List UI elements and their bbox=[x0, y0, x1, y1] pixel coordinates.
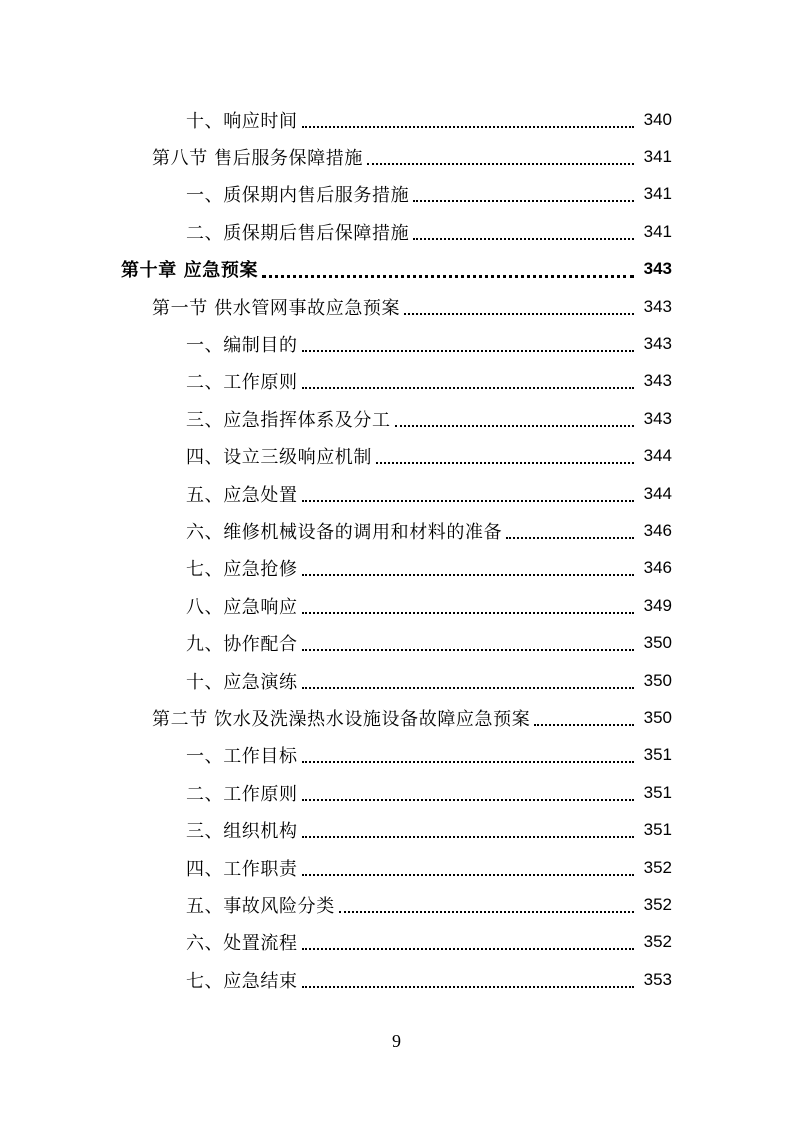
toc-entry[interactable] bbox=[0, 438, 793, 475]
toc-entry-page: 341 bbox=[643, 184, 672, 204]
toc-entry[interactable] bbox=[0, 886, 793, 923]
toc-entry-page: 343 bbox=[643, 334, 672, 354]
toc-entry-page: 351 bbox=[643, 782, 672, 802]
toc-entry-page: 352 bbox=[643, 932, 672, 952]
toc-entry[interactable] bbox=[0, 400, 793, 437]
dot-leader bbox=[302, 500, 634, 502]
dot-leader bbox=[395, 425, 634, 427]
toc-entry-page: 344 bbox=[643, 483, 672, 503]
toc-entry-title: 七、应急抢修 bbox=[186, 559, 298, 581]
toc-entry-title: 三、组织机构 bbox=[186, 821, 298, 843]
toc-entry-page: 343 bbox=[643, 259, 672, 279]
dot-leader bbox=[413, 200, 634, 202]
toc-entry-title: 四、工作职责 bbox=[186, 858, 298, 880]
toc-entry[interactable] bbox=[0, 288, 793, 325]
toc-entry-title: 九、协作配合 bbox=[186, 634, 298, 656]
dot-leader bbox=[534, 724, 634, 726]
toc-entry-page: 350 bbox=[643, 633, 672, 653]
toc-entry-title: 第十章 应急预案 bbox=[121, 260, 259, 282]
toc-entry[interactable] bbox=[0, 961, 793, 998]
dot-leader bbox=[367, 163, 634, 165]
toc-entry-title: 第二节 饮水及洗澡热水设施设备故障应急预案 bbox=[152, 708, 531, 730]
dot-leader bbox=[302, 350, 634, 352]
toc-entry[interactable] bbox=[0, 138, 793, 175]
toc-entry-page: 351 bbox=[643, 820, 672, 840]
toc-entry-title: 四、设立三级响应机制 bbox=[186, 447, 372, 469]
toc-entry[interactable] bbox=[0, 737, 793, 774]
toc-entry[interactable] bbox=[0, 811, 793, 848]
toc-entry-page: 344 bbox=[643, 446, 672, 466]
toc-entry-title: 八、应急响应 bbox=[186, 596, 298, 618]
toc-entry[interactable] bbox=[0, 624, 793, 661]
dot-leader bbox=[302, 986, 634, 988]
toc-entry-page: 352 bbox=[643, 894, 672, 914]
dot-leader bbox=[404, 313, 634, 315]
toc-entry-title: 六、维修机械设备的调用和材料的准备 bbox=[186, 521, 503, 543]
toc-entry-title: 第一节 供水管网事故应急预案 bbox=[152, 297, 401, 319]
dot-leader bbox=[302, 874, 634, 876]
toc-entry-page: 351 bbox=[643, 745, 672, 765]
toc-entry-page: 353 bbox=[643, 969, 672, 989]
toc-entry[interactable] bbox=[0, 512, 793, 549]
toc-entry-title: 一、质保期内售后服务措施 bbox=[186, 185, 410, 207]
dot-leader bbox=[302, 612, 634, 614]
toc-entry[interactable] bbox=[0, 849, 793, 886]
toc-entry-page: 346 bbox=[643, 520, 672, 540]
toc-entry-title: 二、工作原则 bbox=[186, 372, 298, 394]
toc-entry-title: 六、处置流程 bbox=[186, 933, 298, 955]
dot-leader bbox=[302, 948, 634, 950]
toc-entry-title: 二、工作原则 bbox=[186, 783, 298, 805]
toc-entry-title: 五、事故风险分类 bbox=[186, 895, 335, 917]
toc-entry[interactable] bbox=[0, 587, 793, 624]
toc-entry[interactable] bbox=[0, 699, 793, 736]
toc-entry[interactable] bbox=[0, 101, 793, 138]
toc-entry[interactable] bbox=[0, 924, 793, 961]
toc-entry-title: 十、响应时间 bbox=[186, 110, 298, 132]
toc-entry-title: 第八节 售后服务保障措施 bbox=[152, 148, 363, 170]
toc-entry-page: 343 bbox=[643, 371, 672, 391]
toc-entry[interactable] bbox=[0, 176, 793, 213]
toc-entry-page: 349 bbox=[643, 595, 672, 615]
toc-chapter-entry[interactable] bbox=[0, 251, 793, 288]
page-number: 9 bbox=[392, 1031, 401, 1051]
toc-entry[interactable] bbox=[0, 475, 793, 512]
toc-entry[interactable] bbox=[0, 550, 793, 587]
toc-entry-title: 十、应急演练 bbox=[186, 671, 298, 693]
toc-entry-title: 五、应急处置 bbox=[186, 484, 298, 506]
dot-leader bbox=[302, 687, 634, 689]
table-of-contents bbox=[0, 101, 793, 998]
dot-leader bbox=[413, 238, 634, 240]
dot-leader bbox=[376, 462, 634, 464]
dot-leader bbox=[302, 799, 634, 801]
dot-leader bbox=[302, 574, 634, 576]
dot-leader bbox=[302, 649, 634, 651]
toc-entry[interactable] bbox=[0, 774, 793, 811]
toc-entry-title: 三、应急指挥体系及分工 bbox=[186, 409, 391, 431]
toc-entry[interactable] bbox=[0, 662, 793, 699]
toc-entry[interactable] bbox=[0, 213, 793, 250]
toc-entry[interactable] bbox=[0, 363, 793, 400]
toc-entry-page: 346 bbox=[643, 558, 672, 578]
dot-leader bbox=[302, 761, 634, 763]
toc-entry[interactable] bbox=[0, 325, 793, 362]
toc-entry-title: 七、应急结束 bbox=[186, 970, 298, 992]
dot-leader bbox=[339, 911, 634, 913]
toc-entry-page: 341 bbox=[643, 147, 672, 167]
toc-entry-page: 341 bbox=[643, 221, 672, 241]
toc-entry-page: 343 bbox=[643, 296, 672, 316]
dot-leader bbox=[262, 275, 634, 278]
toc-entry-title: 二、质保期后售后保障措施 bbox=[186, 222, 410, 244]
toc-entry-page: 352 bbox=[643, 857, 672, 877]
dot-leader bbox=[302, 387, 634, 389]
toc-entry-page: 350 bbox=[643, 707, 672, 727]
toc-entry-page: 340 bbox=[643, 109, 672, 129]
toc-entry-title: 一、工作目标 bbox=[186, 746, 298, 768]
dot-leader bbox=[506, 537, 634, 539]
toc-entry-page: 350 bbox=[643, 670, 672, 690]
dot-leader bbox=[302, 836, 634, 838]
dot-leader bbox=[302, 126, 634, 128]
toc-entry-page: 343 bbox=[643, 408, 672, 428]
toc-entry-title: 一、编制目的 bbox=[186, 335, 298, 357]
